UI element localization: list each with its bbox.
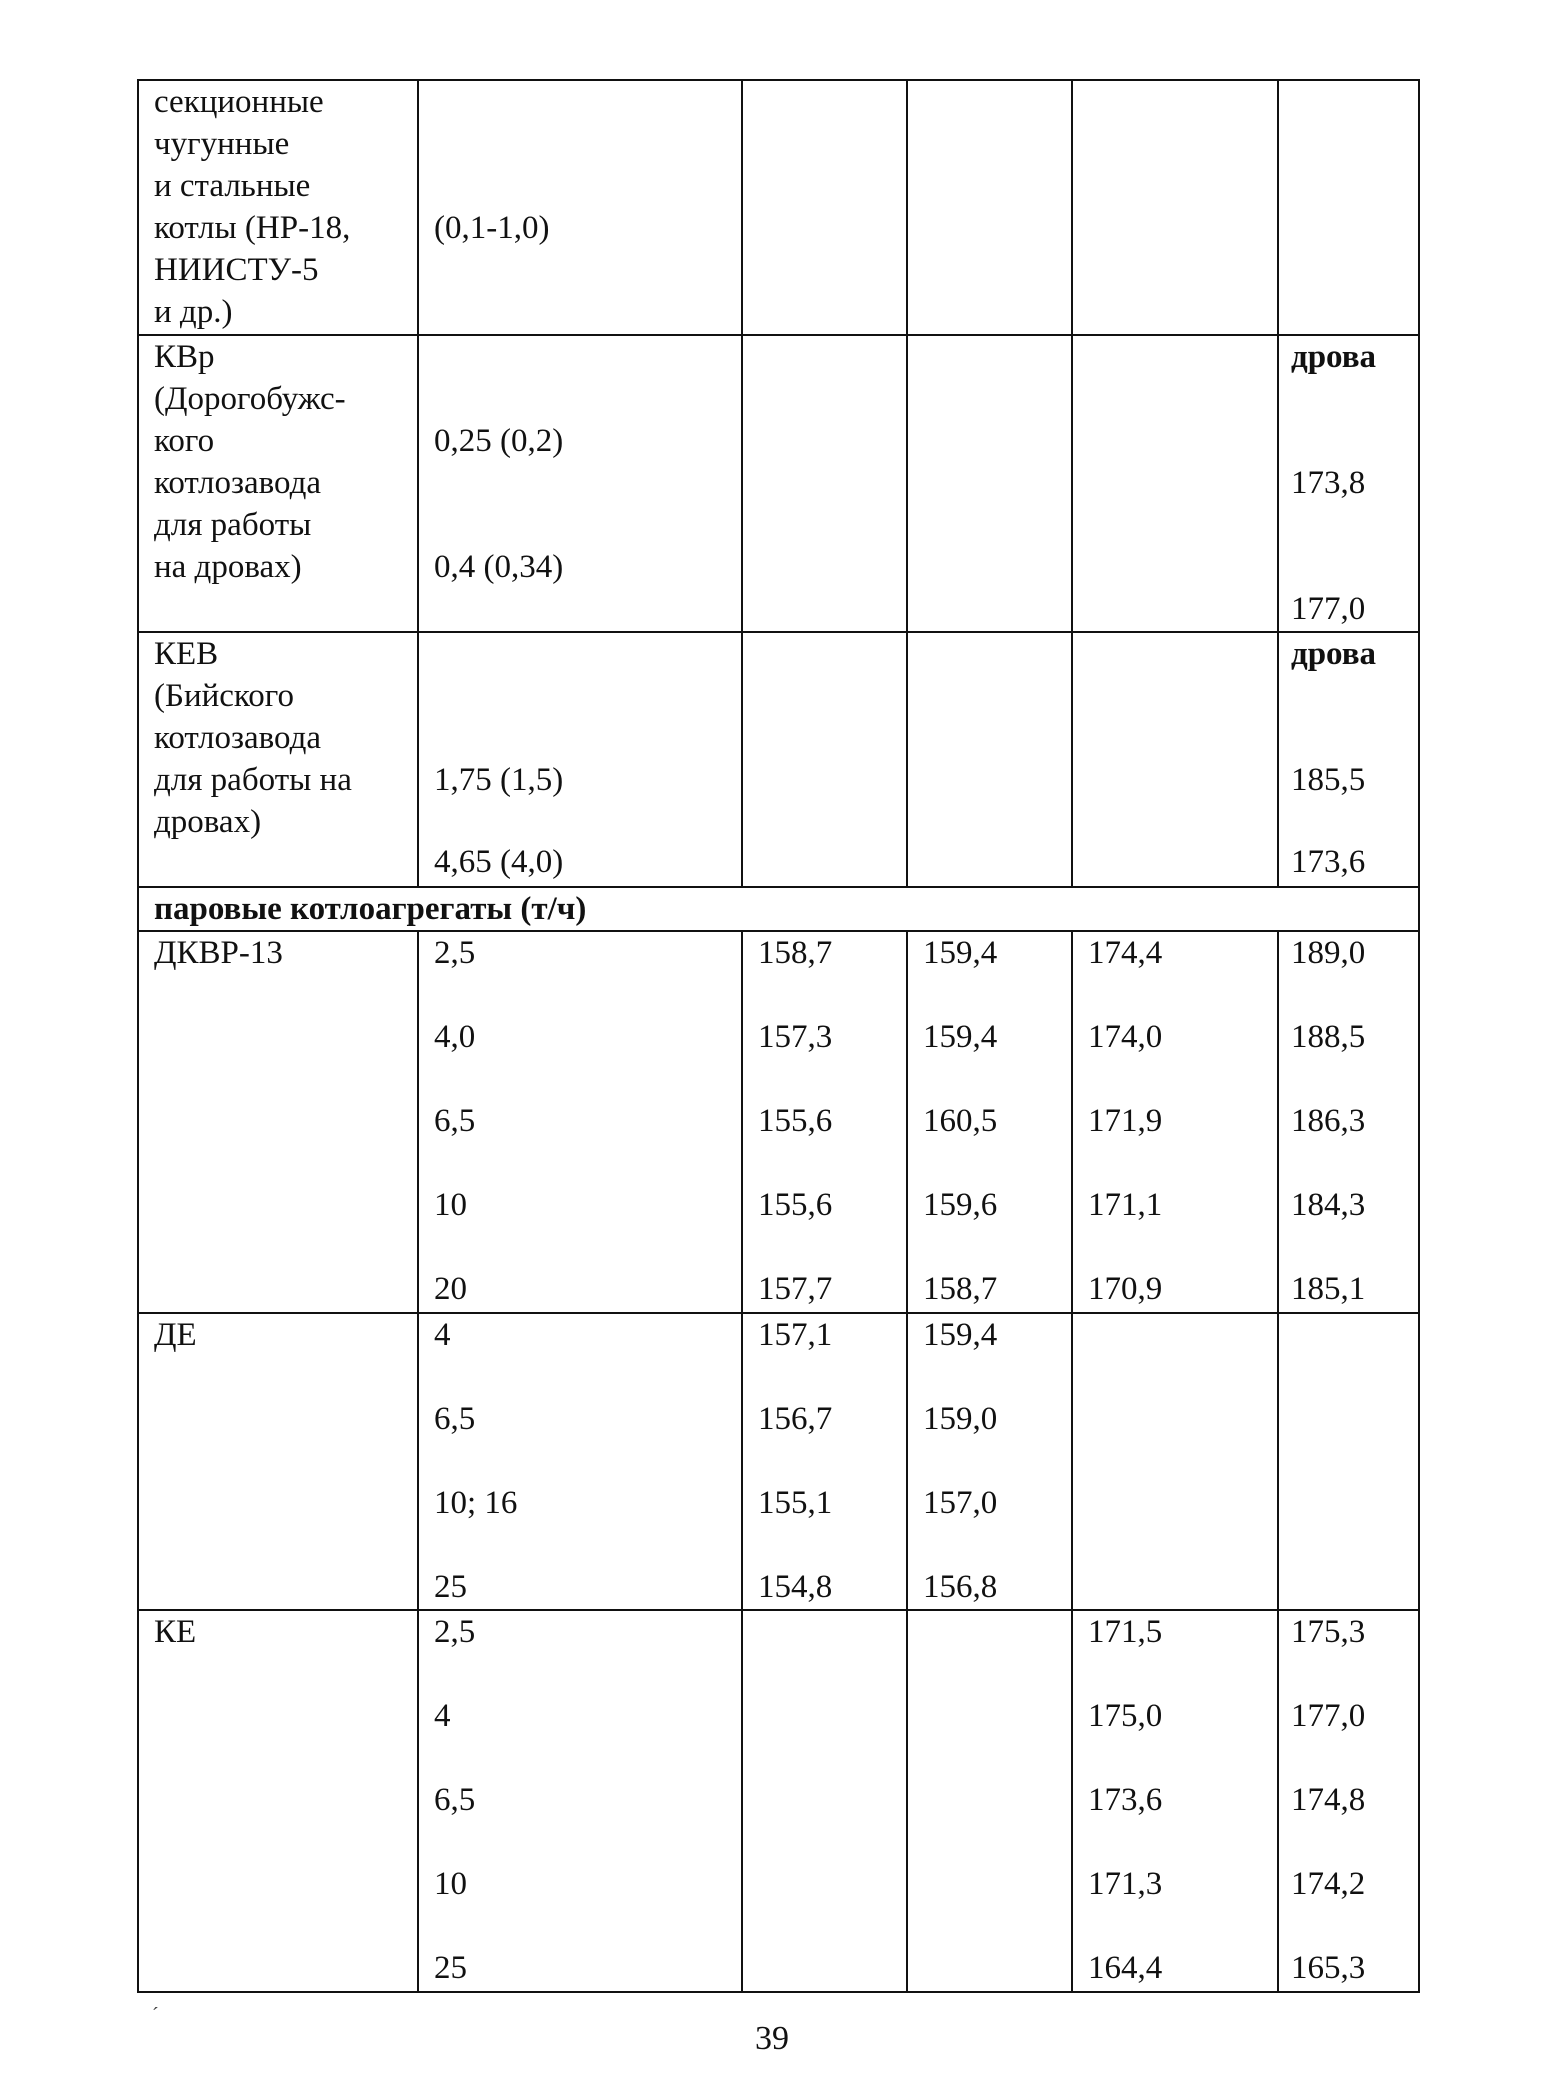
capacity-list — [434, 1314, 729, 1608]
value-list — [923, 1314, 1059, 1608]
fuel-cell — [1278, 632, 1419, 887]
capacity-value: 1,75 (1,5) — [434, 762, 564, 798]
capacity-value: 6,5 — [434, 1782, 476, 1818]
fuel-label: дрова — [1291, 339, 1377, 375]
empty-cell — [907, 335, 1072, 632]
value-cell — [1072, 931, 1278, 1313]
value: 159,0 — [923, 1401, 998, 1437]
capacity-cell — [418, 80, 742, 335]
capacity-value: 4,65 (4,0) — [434, 844, 564, 880]
value: 171,9 — [1088, 1103, 1163, 1139]
value-list — [758, 932, 894, 1310]
fuel-value: 185,5 — [1291, 762, 1366, 798]
value: 159,4 — [923, 1019, 998, 1055]
value: 156,8 — [923, 1569, 998, 1605]
value: 174,0 — [1088, 1019, 1163, 1055]
capacity-value: 10 — [434, 1866, 467, 1902]
fuel-value: 173,6 — [1291, 844, 1366, 880]
boiler-data-table — [137, 79, 1420, 1993]
empty-cell — [1072, 80, 1278, 335]
empty-cell — [1278, 80, 1419, 335]
capacity-value: 4 — [434, 1698, 451, 1734]
value: 189,0 — [1291, 935, 1366, 971]
empty-cell — [742, 632, 907, 887]
value: 185,1 — [1291, 1271, 1366, 1307]
value: 155,1 — [758, 1485, 833, 1521]
value: 156,7 — [758, 1401, 833, 1437]
capacity-value: 25 — [434, 1950, 467, 1986]
page-number: 39 — [755, 2020, 789, 2057]
boiler-type-label: КЕ — [154, 1614, 197, 1650]
capacity-list — [434, 932, 729, 1310]
boiler-type-cell — [138, 80, 418, 335]
value-cell — [742, 1313, 907, 1610]
empty-cell — [907, 632, 1072, 887]
value-list — [1291, 1611, 1406, 1989]
value: 174,8 — [1291, 1782, 1366, 1818]
value: 155,6 — [758, 1103, 833, 1139]
value-list — [1088, 932, 1265, 1310]
empty-cell — [1072, 632, 1278, 887]
capacity-cell — [418, 1610, 742, 1992]
capacity-value: 10 — [434, 1187, 467, 1223]
value: 174,4 — [1088, 935, 1163, 971]
empty-cell — [907, 80, 1072, 335]
value-cell — [1278, 931, 1419, 1313]
capacity-value: 2,5 — [434, 1614, 476, 1650]
value: 174,2 — [1291, 1866, 1366, 1902]
value: 175,3 — [1291, 1614, 1366, 1650]
capacity-value: 10; 16 — [434, 1485, 518, 1521]
capacity-cell — [418, 1313, 742, 1610]
capacity-value: 4 — [434, 1317, 451, 1353]
table-row — [138, 1610, 1419, 1992]
table-row — [138, 632, 1419, 887]
value: 157,1 — [758, 1317, 833, 1353]
table-row — [138, 335, 1419, 632]
capacity-cell — [418, 632, 742, 887]
capacity-value: 0,4 (0,34) — [434, 549, 564, 585]
empty-cell — [742, 80, 907, 335]
value-list — [1291, 932, 1406, 1310]
empty-cell — [1072, 1313, 1278, 1610]
capacity-cell — [418, 335, 742, 632]
value-cell — [1278, 1610, 1419, 1992]
fuel-cell — [1278, 335, 1419, 632]
empty-cell — [742, 1610, 907, 1992]
table-row — [138, 931, 1419, 1313]
value: 159,6 — [923, 1187, 998, 1223]
table-row — [138, 887, 1419, 931]
value: 154,8 — [758, 1569, 833, 1605]
value: 159,4 — [923, 1317, 998, 1353]
fuel-label: дрова — [1291, 636, 1377, 672]
value: 164,4 — [1088, 1950, 1163, 1986]
value: 160,5 — [923, 1103, 998, 1139]
value: 173,6 — [1088, 1782, 1163, 1818]
scan-mark: ˊ — [152, 2004, 159, 2026]
value-cell — [1072, 1610, 1278, 1992]
value-list — [758, 1314, 894, 1608]
value: 157,7 — [758, 1271, 833, 1307]
table-row — [138, 80, 1419, 335]
boiler-type-cell — [138, 1313, 418, 1610]
value: 171,5 — [1088, 1614, 1163, 1650]
value: 158,7 — [758, 935, 833, 971]
boiler-type-label: ДКВР-13 — [154, 935, 283, 971]
value: 155,6 — [758, 1187, 833, 1223]
group-header-cell — [138, 887, 1419, 931]
empty-cell — [1278, 1313, 1419, 1610]
table-row — [138, 1313, 1419, 1610]
boiler-type-cell — [138, 1610, 418, 1992]
capacity-value: 4,0 — [434, 1019, 476, 1055]
boiler-type-label: ДЕ — [154, 1317, 197, 1353]
value: 170,9 — [1088, 1271, 1163, 1307]
value: 159,4 — [923, 935, 998, 971]
value: 177,0 — [1291, 1698, 1366, 1734]
value-list — [923, 932, 1059, 1310]
capacity-list — [434, 1611, 729, 1989]
value: 158,7 — [923, 1271, 998, 1307]
value: 165,3 — [1291, 1950, 1366, 1986]
value-cell — [907, 1313, 1072, 1610]
capacity-value: 25 — [434, 1569, 467, 1605]
empty-cell — [1072, 335, 1278, 632]
value: 171,3 — [1088, 1866, 1163, 1902]
boiler-type-label: КЕВ (Бийского котлозавода для работы на дровах) — [154, 636, 352, 840]
capacity-value: 20 — [434, 1271, 467, 1307]
capacity-cell — [418, 931, 742, 1313]
value-cell — [907, 931, 1072, 1313]
empty-cell — [742, 335, 907, 632]
value: 184,3 — [1291, 1187, 1366, 1223]
value: 175,0 — [1088, 1698, 1163, 1734]
value-cell — [742, 931, 907, 1313]
value: 186,3 — [1291, 1103, 1366, 1139]
capacity-value: 6,5 — [434, 1401, 476, 1437]
boiler-type-cell — [138, 632, 418, 887]
boiler-type-cell — [138, 931, 418, 1313]
group-header: паровые котлоагрегаты (т/ч) — [154, 891, 587, 927]
fuel-value: 173,8 — [1291, 465, 1366, 501]
capacity-value: 2,5 — [434, 935, 476, 971]
fuel-value: 177,0 — [1291, 591, 1366, 627]
boiler-type-label: КВр (Дорогобужс- кого котлозавода для работы на дровах) — [154, 339, 346, 585]
capacity-value: 6,5 — [434, 1103, 476, 1139]
value: 171,1 — [1088, 1187, 1163, 1223]
value: 157,0 — [923, 1485, 998, 1521]
value: 157,3 — [758, 1019, 833, 1055]
boiler-type-cell — [138, 335, 418, 632]
capacity-value: (0,1-1,0) — [434, 210, 550, 246]
value: 188,5 — [1291, 1019, 1366, 1055]
capacity-value: 0,25 (0,2) — [434, 423, 564, 459]
value-list — [1088, 1611, 1265, 1989]
empty-cell — [907, 1610, 1072, 1992]
boiler-type-label: секционные чугунные и стальные котлы (НР-18, НИИСТУ-5 и др.) — [154, 84, 351, 330]
